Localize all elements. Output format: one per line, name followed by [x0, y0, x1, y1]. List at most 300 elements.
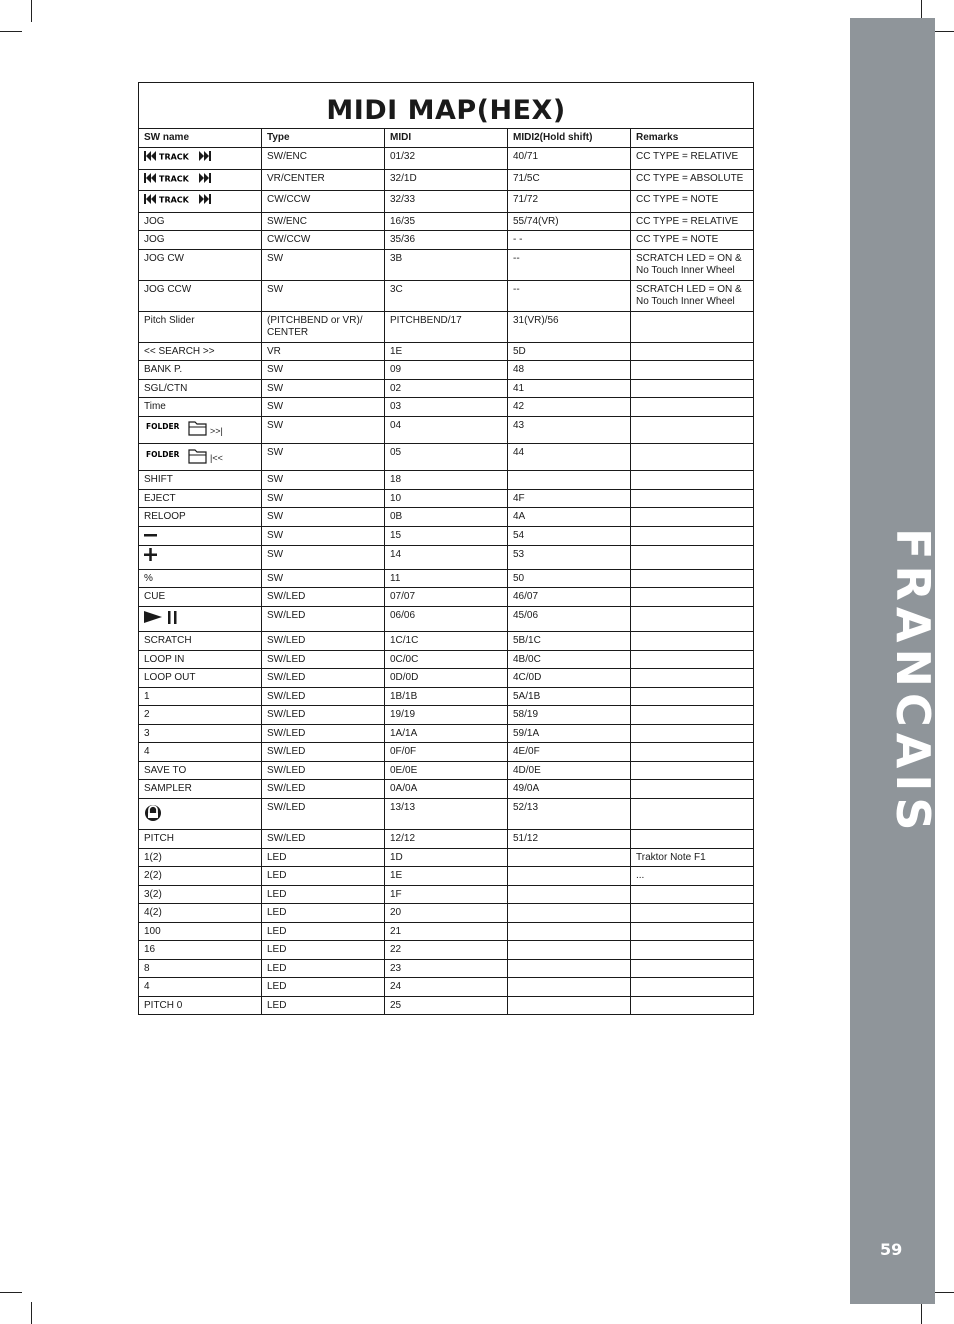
cell-remarks [631, 650, 754, 669]
cell-midi2 [508, 848, 631, 867]
cell-remarks [631, 212, 754, 231]
cell-midi2: 58/19 [508, 706, 631, 725]
track-prev-next-icon [144, 193, 214, 205]
type-text: SW/LED [267, 653, 306, 665]
sw-name-text: LOOP IN [144, 653, 185, 665]
table-row [139, 761, 754, 780]
type-text: SW [267, 446, 284, 458]
cell-type [262, 379, 385, 398]
table-row [139, 231, 754, 250]
cell-type [262, 342, 385, 361]
column-header-midi: MIDI [385, 129, 508, 148]
cell-midi2: 53 [508, 546, 631, 570]
table-row [139, 848, 754, 867]
cell-type [262, 471, 385, 490]
crop-mark [921, 1302, 922, 1324]
page-number: 59 [880, 1240, 903, 1259]
sw-name-text: 8 [144, 962, 150, 974]
cell-midi: 20 [385, 904, 508, 923]
table-row [139, 669, 754, 688]
table-row [139, 379, 754, 398]
type-text: SW [267, 401, 284, 412]
cell-remarks [631, 379, 754, 398]
cell-midi: 0C/0C [385, 650, 508, 669]
table-row [139, 904, 754, 923]
table-row [139, 361, 754, 380]
folder-next-icon [144, 419, 223, 438]
cell-midi: 24 [385, 978, 508, 997]
cell-type [262, 848, 385, 867]
type-text: LED [267, 925, 287, 937]
cell-type [262, 416, 385, 443]
track-label: TRACK [159, 195, 189, 205]
table-row [139, 342, 754, 361]
table-row [139, 148, 754, 170]
cell-midi2: 4C/0D [508, 669, 631, 688]
cell-sw-name [139, 231, 262, 250]
cell-type [262, 780, 385, 799]
cell-type [262, 489, 385, 508]
table-row [139, 830, 754, 849]
type-text: SW/LED [267, 690, 306, 702]
cell-midi2: 44 [508, 443, 631, 470]
type-text: CW/CCW [267, 234, 311, 245]
cell-sw-name [139, 922, 262, 941]
sw-name-text: 100 [144, 925, 161, 937]
folder-suffix: >>| [210, 425, 223, 436]
cell-remarks [631, 724, 754, 743]
table-row [139, 922, 754, 941]
minus-icon [144, 529, 158, 539]
cell-remarks [631, 885, 754, 904]
column-header-midi2: MIDI2(Hold shift) [508, 129, 631, 148]
cell-sw-name [139, 743, 262, 762]
cell-sw-name [139, 416, 262, 443]
cell-midi: 01/32 [385, 148, 508, 170]
sw-name-text: 3(2) [144, 888, 162, 900]
type-text: SW [267, 474, 284, 485]
cell-midi: 14 [385, 546, 508, 570]
cell-type [262, 191, 385, 213]
cell-remarks [631, 588, 754, 607]
pitch-lock-icon [144, 801, 162, 823]
cell-sw-name [139, 650, 262, 669]
cell-sw-name [139, 830, 262, 849]
cell-midi: 15 [385, 526, 508, 546]
remarks-text: ... [636, 870, 645, 881]
cell-midi2: 5D [508, 342, 631, 361]
cell-remarks [631, 249, 754, 280]
table-row [139, 706, 754, 725]
cell-type [262, 361, 385, 380]
table-row [139, 996, 754, 1015]
cell-midi2: 45/06 [508, 606, 631, 632]
cell-remarks [631, 706, 754, 725]
table-row [139, 780, 754, 799]
cell-remarks [631, 941, 754, 960]
cell-sw-name [139, 706, 262, 725]
table-row [139, 280, 754, 311]
cell-sw-name [139, 867, 262, 886]
crop-mark [932, 1292, 954, 1293]
sw-name-text: JOG CW [144, 252, 184, 264]
cell-midi2: 71/5C [508, 169, 631, 191]
cell-remarks [631, 526, 754, 546]
type-text: SW/LED [267, 672, 306, 683]
cell-sw-name [139, 489, 262, 508]
cell-type [262, 996, 385, 1015]
cell-remarks [631, 780, 754, 799]
type-text: SW [267, 364, 284, 375]
cell-remarks [631, 489, 754, 508]
cell-midi2 [508, 904, 631, 923]
cell-type [262, 280, 385, 311]
cell-type [262, 922, 385, 941]
sw-name-text: SHIFT [144, 474, 173, 485]
type-text: VR [267, 345, 281, 357]
cell-sw-name [139, 606, 262, 632]
sw-name-text: EJECT [144, 492, 176, 504]
cell-midi: 05 [385, 443, 508, 470]
table-row [139, 867, 754, 886]
cell-type [262, 761, 385, 780]
cell-midi2 [508, 978, 631, 997]
type-text: SW/LED [267, 833, 306, 844]
table-row [139, 526, 754, 546]
crop-mark [31, 1302, 32, 1324]
cell-midi2: 4E/0F [508, 743, 631, 762]
remarks-text: SCRATCH LED = ON & [636, 283, 742, 295]
cell-type [262, 632, 385, 651]
table-row [139, 508, 754, 527]
cell-type [262, 169, 385, 191]
cell-midi: 09 [385, 361, 508, 380]
cell-sw-name [139, 848, 262, 867]
cell-type [262, 885, 385, 904]
type-text: SW/LED [267, 783, 306, 794]
plus-icon [144, 548, 158, 562]
cell-remarks [631, 569, 754, 588]
sw-name-text: JOG [144, 234, 165, 245]
remarks-text: CC TYPE = RELATIVE [636, 151, 739, 162]
table-row [139, 311, 754, 342]
cell-remarks [631, 416, 754, 443]
cell-sw-name [139, 885, 262, 904]
sw-name-text: CUE [144, 591, 166, 602]
sw-name-text: 16 [144, 944, 156, 955]
cell-remarks [631, 848, 754, 867]
cell-sw-name [139, 212, 262, 231]
cell-sw-name [139, 526, 262, 546]
table-row [139, 650, 754, 669]
table-row [139, 416, 754, 443]
cell-remarks [631, 606, 754, 632]
remarks-text-line2: No Touch Inner Wheel [636, 296, 735, 307]
table-row [139, 687, 754, 706]
cell-type [262, 443, 385, 470]
table-row [139, 212, 754, 231]
type-text: SW [267, 252, 284, 264]
cell-sw-name [139, 361, 262, 380]
table-row [139, 632, 754, 651]
cell-midi: 1B/1B [385, 687, 508, 706]
table-row [139, 724, 754, 743]
table-row [139, 959, 754, 978]
remarks-text: CC TYPE = NOTE [636, 234, 719, 245]
cell-midi2: - - [508, 231, 631, 250]
type-text: SW/LED [267, 635, 306, 646]
cell-midi: 0D/0D [385, 669, 508, 688]
sw-name-text: JOG [144, 215, 165, 227]
language-label: FRANCAIS [886, 528, 940, 837]
cell-remarks [631, 978, 754, 997]
cell-midi2: 31(VR)/56 [508, 311, 631, 342]
cell-midi: PITCHBEND/17 [385, 311, 508, 342]
sw-name-text: 1(2) [144, 851, 162, 863]
cell-remarks [631, 761, 754, 780]
cell-midi2: 4B/0C [508, 650, 631, 669]
cell-type [262, 526, 385, 546]
cell-remarks [631, 830, 754, 849]
cell-remarks [631, 904, 754, 923]
cell-midi: 1F [385, 885, 508, 904]
cell-midi: 1D [385, 848, 508, 867]
sw-name-text: JOG CCW [144, 283, 192, 295]
cell-type [262, 706, 385, 725]
table-row [139, 569, 754, 588]
cell-sw-name [139, 780, 262, 799]
cell-sw-name [139, 280, 262, 311]
cell-midi: 32/33 [385, 191, 508, 213]
cell-remarks [631, 632, 754, 651]
remarks-text: Traktor Note F1 [636, 851, 706, 863]
cell-midi: 1C/1C [385, 632, 508, 651]
crop-mark [0, 1292, 22, 1293]
cell-midi2: 51/12 [508, 830, 631, 849]
cell-midi: 22 [385, 941, 508, 960]
sw-name-text: LOOP OUT [144, 672, 196, 683]
table-row [139, 606, 754, 632]
cell-midi2 [508, 922, 631, 941]
cell-remarks [631, 546, 754, 570]
cell-remarks [631, 311, 754, 342]
cell-midi: 1E [385, 342, 508, 361]
type-text: SW/LED [267, 591, 306, 602]
cell-type [262, 867, 385, 886]
table-row [139, 885, 754, 904]
sw-name-text: 1 [144, 690, 150, 702]
sw-name-text: 2 [144, 709, 150, 720]
track-label: TRACK [159, 152, 189, 162]
type-text: LED [267, 851, 287, 863]
cell-sw-name [139, 379, 262, 398]
type-text: SW/LED [267, 609, 306, 621]
cell-sw-name [139, 249, 262, 280]
cell-midi: 3C [385, 280, 508, 311]
cell-type [262, 978, 385, 997]
cell-midi: 06/06 [385, 606, 508, 632]
cell-sw-name [139, 904, 262, 923]
cell-midi: 19/19 [385, 706, 508, 725]
cell-midi: 16/35 [385, 212, 508, 231]
sw-name-text: Time [144, 401, 166, 412]
cell-midi: 04 [385, 416, 508, 443]
cell-midi: 18 [385, 471, 508, 490]
crop-mark [31, 0, 32, 22]
cell-sw-name [139, 191, 262, 213]
table-row [139, 941, 754, 960]
cell-midi2: 54 [508, 526, 631, 546]
type-text: SW/ENC [267, 151, 307, 162]
type-text: SW/ENC [267, 215, 307, 227]
sw-name-text: Pitch Slider [144, 314, 195, 326]
cell-type [262, 508, 385, 527]
cell-remarks [631, 996, 754, 1015]
cell-sw-name [139, 169, 262, 191]
cell-sw-name [139, 941, 262, 960]
cell-remarks [631, 471, 754, 490]
cell-midi2 [508, 959, 631, 978]
cell-midi2 [508, 471, 631, 490]
table-row [139, 588, 754, 607]
cell-type [262, 650, 385, 669]
cell-midi2: 71/72 [508, 191, 631, 213]
cell-sw-name [139, 724, 262, 743]
sw-name-text: 3 [144, 727, 150, 739]
cell-type [262, 588, 385, 607]
cell-midi2: 40/71 [508, 148, 631, 170]
sw-name-text: % [144, 572, 153, 584]
cell-sw-name [139, 569, 262, 588]
cell-sw-name [139, 588, 262, 607]
cell-type [262, 743, 385, 762]
cell-remarks [631, 169, 754, 191]
cell-midi2 [508, 941, 631, 960]
cell-sw-name [139, 959, 262, 978]
folder-label: FOLDER [146, 422, 180, 432]
cell-sw-name [139, 471, 262, 490]
type-text: SW [267, 382, 284, 394]
cell-midi: 03 [385, 398, 508, 417]
cell-midi: 3B [385, 249, 508, 280]
cell-midi: 1A/1A [385, 724, 508, 743]
column-header-sw-name: SW name [139, 129, 262, 148]
type-text: SW/LED [267, 764, 306, 776]
table-row [139, 743, 754, 762]
cell-midi2: 50 [508, 569, 631, 588]
type-text: SW/LED [267, 746, 306, 757]
type-text: LED [267, 981, 287, 992]
remarks-text: CC TYPE = NOTE [636, 194, 719, 205]
sw-name-text: SAVE TO [144, 764, 187, 776]
type-text: SW [267, 572, 284, 584]
cell-midi: 0B [385, 508, 508, 527]
cell-type [262, 398, 385, 417]
cell-remarks [631, 669, 754, 688]
cell-midi: 1E [385, 867, 508, 886]
cell-midi2: 41 [508, 379, 631, 398]
cell-midi2 [508, 996, 631, 1015]
table-row [139, 978, 754, 997]
type-text: (PITCHBEND or VR)/ [267, 314, 363, 326]
cell-midi2: 4F [508, 489, 631, 508]
cell-midi2: 48 [508, 361, 631, 380]
type-text: SW [267, 511, 284, 522]
cell-midi2: 43 [508, 416, 631, 443]
cell-midi2: 5A/1B [508, 687, 631, 706]
type-text: SW/LED [267, 727, 306, 739]
cell-midi: 13/13 [385, 798, 508, 830]
track-prev-next-icon [144, 150, 214, 162]
folder-suffix: |<< [210, 452, 223, 463]
cell-type [262, 569, 385, 588]
table-row [139, 471, 754, 490]
type-text: SW [267, 283, 284, 295]
cell-midi2: 42 [508, 398, 631, 417]
header-row [139, 129, 754, 148]
cell-sw-name [139, 996, 262, 1015]
type-text: SW [267, 549, 284, 560]
table-row [139, 249, 754, 280]
cell-remarks [631, 743, 754, 762]
folder-prev-icon [144, 446, 223, 465]
cell-remarks [631, 361, 754, 380]
cell-sw-name [139, 342, 262, 361]
cell-midi2: 52/13 [508, 798, 631, 830]
cell-type [262, 311, 385, 342]
cell-midi2: 49/0A [508, 780, 631, 799]
cell-remarks [631, 959, 754, 978]
type-text: SW [267, 492, 284, 504]
type-text: CW/CCW [267, 194, 311, 205]
cell-sw-name [139, 148, 262, 170]
sw-name-text: 4(2) [144, 907, 162, 918]
type-text: SW [267, 419, 284, 431]
cell-remarks [631, 922, 754, 941]
cell-remarks [631, 280, 754, 311]
cell-remarks [631, 148, 754, 170]
sw-name-text: 4 [144, 981, 150, 992]
sw-name-text: BANK P. [144, 364, 183, 375]
cell-sw-name [139, 687, 262, 706]
crop-mark [932, 31, 954, 32]
cell-midi2 [508, 867, 631, 886]
cell-midi: 11 [385, 569, 508, 588]
cell-remarks [631, 687, 754, 706]
cell-remarks [631, 342, 754, 361]
column-header-remarks: Remarks [631, 129, 754, 148]
cell-type [262, 941, 385, 960]
remarks-text: CC TYPE = ABSOLUTE [636, 172, 744, 184]
table-body [139, 148, 754, 1015]
sw-name-text: RELOOP [144, 511, 186, 522]
cell-type [262, 830, 385, 849]
cell-sw-name [139, 669, 262, 688]
cell-midi: 0F/0F [385, 743, 508, 762]
cell-type [262, 959, 385, 978]
type-text: LED [267, 870, 287, 881]
cell-remarks [631, 508, 754, 527]
column-header-type: Type [262, 129, 385, 148]
crop-mark [0, 31, 22, 32]
cell-type [262, 724, 385, 743]
cell-midi2: 59/1A [508, 724, 631, 743]
type-text: SW/LED [267, 801, 306, 813]
cell-type [262, 249, 385, 280]
cell-midi: 07/07 [385, 588, 508, 607]
sw-name-text: 4 [144, 746, 150, 757]
table-row [139, 546, 754, 570]
